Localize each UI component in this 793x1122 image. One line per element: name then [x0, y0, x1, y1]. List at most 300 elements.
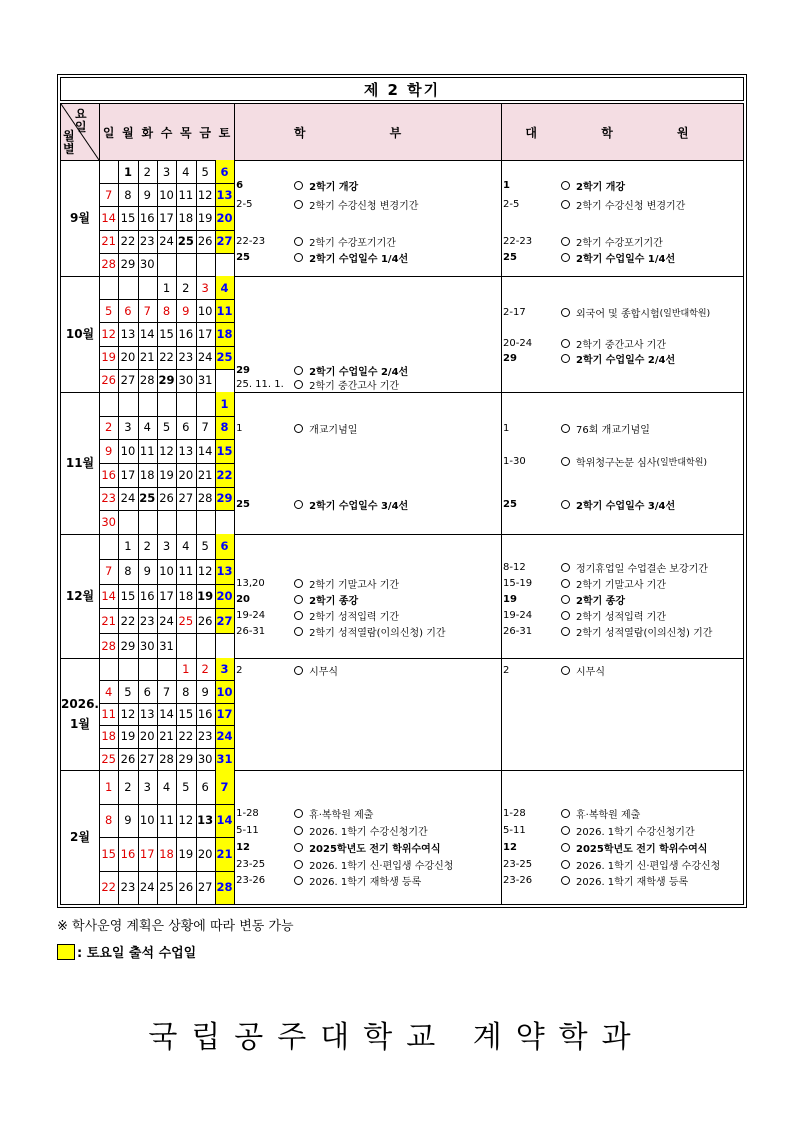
day-cell: 27 — [139, 751, 155, 766]
event-text: 외국어 및 종합시험 (일반대학원) — [561, 305, 710, 320]
bullet-circle-icon — [294, 237, 303, 246]
event-text: 2학기 기말고사 기간 — [561, 576, 666, 591]
grad-event — [503, 304, 711, 320]
bullet-circle-icon — [561, 308, 570, 317]
bullet-circle-icon — [561, 666, 570, 675]
day-cell: 28 — [197, 491, 213, 506]
grad-event — [503, 823, 695, 839]
day-cell: 1 — [162, 280, 171, 295]
day-column-line — [138, 770, 139, 904]
bullet-circle-icon — [561, 860, 570, 869]
event-date: 20-24 — [503, 338, 533, 350]
day-cell: 3 — [162, 539, 171, 554]
day-cell: 10 — [139, 813, 155, 828]
event-text: 2학기 수업일수 3/4선 — [561, 497, 675, 512]
day-column-line — [118, 160, 119, 276]
event-date: 1-28 — [503, 808, 526, 820]
weekday-header-4: 목 — [176, 104, 195, 160]
day-column-line — [138, 658, 139, 770]
grad-event — [503, 421, 650, 437]
day-cell: 7 — [104, 187, 113, 202]
day-cell — [157, 253, 176, 276]
grad-event — [503, 454, 707, 470]
event-text: 2학기 종강 — [294, 592, 358, 607]
day-cell: 9 — [143, 187, 151, 202]
event-text: 개교기념일 — [294, 421, 357, 436]
month-label: 11월 — [65, 456, 95, 470]
day-cell: 20 — [120, 350, 136, 365]
event-date: 8-12 — [503, 561, 526, 573]
day-cell: 3 — [124, 420, 132, 435]
day-cell: 22 — [178, 729, 194, 744]
day-cell: 16 — [139, 210, 155, 225]
day-cell: 23 — [139, 613, 155, 628]
event-text: 시무식 — [294, 663, 338, 678]
day-column-line — [215, 160, 216, 276]
day-cell: 21 — [159, 729, 174, 744]
day-cell — [215, 633, 234, 658]
day-column-line — [196, 392, 197, 534]
day-cell: 31 — [197, 373, 213, 388]
day-cell: 12 — [120, 706, 136, 721]
day-cell: 15 — [101, 846, 116, 861]
month-label: 2026. 1월 — [61, 697, 99, 731]
grad-event — [503, 497, 676, 513]
event-date: 13,20 — [236, 577, 265, 589]
day-cell: 28 — [139, 373, 155, 388]
day-cell: 12 — [178, 813, 194, 828]
day-column-line — [118, 392, 119, 534]
day-cell: 30 — [101, 515, 116, 530]
bullet-circle-icon — [294, 826, 303, 835]
bullet-circle-icon — [561, 339, 570, 348]
day-cell: 5 — [201, 539, 209, 554]
day-cell: 17 — [139, 846, 155, 861]
calendar-frame — [57, 74, 747, 908]
undergrad-event — [236, 806, 374, 822]
bullet-circle-icon — [294, 627, 303, 636]
day-column-line — [176, 658, 177, 770]
day-cell: 26 — [159, 491, 174, 506]
day-cell — [99, 160, 118, 183]
bullet-circle-icon — [561, 563, 570, 572]
day-cell: 10 — [215, 680, 234, 702]
event-date: 12 — [503, 841, 517, 853]
day-column-line — [157, 534, 158, 658]
day-cell: 15 — [178, 706, 194, 721]
day-cell: 16 — [197, 706, 213, 721]
day-cell: 14 — [101, 588, 116, 603]
day-cell: 21 — [101, 613, 116, 628]
grad-event — [503, 559, 708, 575]
day-cell: 19 — [178, 846, 194, 861]
bullet-circle-icon — [294, 666, 303, 675]
event-text: 2025학년도 전기 학위수여식 — [561, 840, 707, 855]
day-cell: 24 — [197, 350, 213, 365]
grad-event — [503, 250, 676, 266]
month-label: 2월 — [70, 830, 90, 844]
day-cell: 26 — [101, 373, 116, 388]
day-column-line — [157, 392, 158, 534]
day-cell: 3 — [143, 779, 151, 794]
event-date: 23-25 — [236, 858, 266, 870]
event-text: 2학기 수업일수 2/4선 — [294, 363, 408, 378]
event-text: 2026. 1학기 수강신청기간 — [561, 823, 695, 838]
day-cell — [196, 392, 215, 416]
grad-event — [503, 662, 605, 678]
day-cell: 21 — [101, 234, 116, 249]
day-column-line — [99, 392, 100, 534]
weekday-header-5: 금 — [196, 104, 215, 160]
bullet-circle-icon — [294, 579, 303, 588]
day-cell: 26 — [197, 234, 213, 249]
day-cell: 16 — [139, 588, 155, 603]
day-cell: 10 — [197, 303, 213, 318]
day-cell: 24 — [215, 725, 234, 747]
day-cell: 2 — [124, 779, 132, 794]
day-cell: 22 — [215, 463, 234, 487]
bullet-circle-icon — [561, 253, 570, 262]
day-cell: 10 — [120, 444, 136, 459]
day-cell: 29 — [215, 487, 234, 511]
day-cell: 16 — [101, 467, 116, 482]
day-column-line — [138, 276, 139, 392]
day-column-line — [215, 770, 216, 904]
day-cell: 14 — [197, 444, 213, 459]
day-cell: 2 — [104, 420, 113, 435]
day-cell: 8 — [182, 684, 190, 699]
day-cell: 5 — [182, 779, 190, 794]
day-cell: 15 — [159, 326, 174, 341]
saturday-swatch — [57, 944, 75, 960]
day-cell: 31 — [159, 638, 174, 653]
calendar-table — [60, 103, 744, 905]
day-cell — [118, 276, 137, 299]
day-cell: 23 — [197, 729, 213, 744]
bullet-circle-icon — [561, 809, 570, 818]
undergrad-event — [236, 421, 358, 437]
event-text: 2025학년도 전기 학위수여식 — [294, 840, 440, 855]
grad-event — [503, 591, 626, 607]
event-text: 시무식 — [561, 663, 605, 678]
day-cell: 16 — [120, 846, 136, 861]
day-column-line — [176, 160, 177, 276]
day-cell — [157, 392, 176, 416]
event-date: 19 — [503, 593, 517, 605]
day-cell: 14 — [101, 210, 116, 225]
day-cell: 13 — [215, 183, 234, 206]
event-date: 1 — [503, 423, 510, 435]
day-cell — [138, 276, 157, 299]
event-text: 2학기 기말고사 기간 — [294, 576, 399, 591]
day-cell: 24 — [159, 234, 174, 249]
bullet-circle-icon — [561, 457, 570, 466]
event-date: 25 — [503, 252, 517, 264]
day-cell: 27 — [120, 373, 136, 388]
undergrad-event — [236, 196, 419, 212]
day-column-line — [157, 658, 158, 770]
day-cell: 17 — [215, 703, 234, 725]
day-column-line — [118, 658, 119, 770]
day-cell: 23 — [139, 234, 155, 249]
day-cell: 10 — [159, 187, 174, 202]
day-cell — [196, 253, 215, 276]
bullet-circle-icon — [561, 595, 570, 604]
event-text: 2학기 성적열람(이의신청) 기간 — [561, 624, 712, 639]
day-column-line — [176, 534, 177, 658]
day-cell: 20 — [139, 729, 155, 744]
grad-event — [503, 856, 721, 872]
day-cell: 1 — [182, 662, 190, 677]
day-cell: 18 — [101, 729, 116, 744]
day-cell: 1 — [124, 539, 132, 554]
day-cell: 29 — [158, 373, 175, 388]
weekday-header-2: 화 — [138, 104, 157, 160]
grad-event — [503, 351, 676, 367]
day-cell: 18 — [139, 467, 155, 482]
day-cell — [118, 510, 137, 534]
bullet-circle-icon — [561, 826, 570, 835]
event-text: 2026. 1학기 수강신청기간 — [294, 823, 428, 838]
event-text: 2학기 성적입력 기간 — [561, 608, 666, 623]
event-text: 2학기 수업일수 2/4선 — [561, 351, 675, 366]
event-text: 2026. 1학기 재학생 등록 — [294, 873, 421, 888]
event-date: 25 — [236, 499, 251, 511]
day-cell: 1 — [215, 392, 234, 416]
day-cell: 4 — [104, 684, 113, 699]
day-cell — [99, 658, 118, 680]
event-text: 2학기 수업일수 1/4선 — [561, 250, 675, 265]
bullet-circle-icon — [294, 380, 303, 389]
day-cell — [99, 534, 118, 559]
day-cell: 22 — [120, 234, 136, 249]
bullet-circle-icon — [294, 500, 303, 509]
day-cell: 24 — [139, 880, 155, 895]
grad-event — [503, 234, 663, 250]
day-cell: 18 — [215, 322, 234, 345]
day-cell: 2 — [182, 280, 190, 295]
day-cell: 7 — [104, 564, 113, 579]
day-cell: 9 — [124, 813, 132, 828]
day-cell: 19 — [197, 588, 214, 603]
day-cell: 23 — [120, 880, 136, 895]
day-cell: 12 — [197, 187, 213, 202]
day-column-line — [157, 276, 158, 392]
day-cell: 6 — [182, 420, 190, 435]
day-cell: 7 — [143, 303, 151, 318]
day-cell: 20 — [215, 584, 234, 609]
day-column-line — [157, 160, 158, 276]
bullet-circle-icon — [294, 876, 303, 885]
day-cell: 11 — [159, 813, 174, 828]
day-cell: 11 — [178, 187, 194, 202]
day-cell — [196, 633, 215, 658]
day-column-line — [118, 770, 119, 904]
day-cell: 4 — [182, 539, 190, 554]
bullet-circle-icon — [561, 354, 570, 363]
grad-event — [503, 839, 708, 855]
day-cell: 14 — [215, 804, 234, 838]
event-date: 25 — [236, 252, 251, 264]
day-cell: 28 — [101, 638, 116, 653]
day-cell: 30 — [178, 373, 194, 388]
bullet-circle-icon — [561, 500, 570, 509]
bullet-circle-icon — [561, 843, 570, 852]
undergrad-event — [236, 591, 359, 607]
day-column-line — [176, 276, 177, 392]
event-text: 2학기 수강신청 변경기간 — [561, 197, 685, 212]
day-cell: 15 — [215, 439, 234, 463]
day-cell: 26 — [197, 613, 213, 628]
event-date: 12 — [236, 841, 251, 853]
day-cell: 17 — [197, 326, 213, 341]
event-date: 25 — [503, 499, 517, 511]
month-label: 10월 — [65, 327, 95, 341]
day-cell: 17 — [159, 588, 174, 603]
day-column-line — [196, 658, 197, 770]
undergrad-event — [236, 575, 400, 591]
day-cell: 20 — [178, 467, 194, 482]
event-date: 29 — [236, 364, 251, 376]
day-cell: 18 — [178, 588, 194, 603]
day-cell: 11 — [215, 299, 234, 322]
day-cell — [215, 253, 234, 276]
day-column-line — [215, 392, 216, 534]
bullet-circle-icon — [294, 809, 303, 818]
day-cell: 27 — [215, 230, 234, 253]
day-cell: 20 — [215, 206, 234, 229]
bullet-circle-icon — [294, 843, 303, 852]
day-cell: 9 — [201, 684, 209, 699]
day-cell: 28 — [159, 751, 174, 766]
day-cell: 5 — [162, 420, 171, 435]
bullet-circle-icon — [561, 876, 570, 885]
day-cell: 5 — [201, 164, 209, 179]
undergrad-event — [236, 376, 400, 392]
day-cell: 4 — [143, 420, 151, 435]
event-date: 5-11 — [236, 825, 259, 837]
weekday-header-1: 월 — [118, 104, 137, 160]
day-cell: 3 — [215, 658, 234, 680]
day-cell: 13 — [197, 813, 214, 828]
day-cell: 17 — [120, 467, 136, 482]
day-cell: 13 — [139, 706, 155, 721]
event-text: 2학기 수업일수 3/4선 — [294, 497, 408, 512]
event-text: 2026. 1학기 신·편입생 수강신청 — [561, 857, 720, 872]
day-column-line — [176, 392, 177, 534]
day-cell: 9 — [143, 564, 151, 579]
day-column-line — [118, 534, 119, 658]
event-date: 23-26 — [503, 875, 533, 887]
day-cell: 24 — [120, 491, 136, 506]
day-cell — [157, 658, 176, 680]
day-column-line — [196, 160, 197, 276]
bullet-circle-icon — [294, 424, 303, 433]
day-cell: 14 — [139, 326, 155, 341]
day-cell: 13 — [215, 559, 234, 584]
event-date: 2-17 — [503, 306, 526, 318]
legend-text: : 토요일 출석 수업일 — [77, 946, 197, 961]
day-column-line — [138, 534, 139, 658]
event-date: 19-24 — [236, 609, 266, 621]
day-column-line — [157, 770, 158, 904]
day-cell: 24 — [159, 613, 174, 628]
bullet-circle-icon — [561, 424, 570, 433]
bullet-circle-icon — [561, 611, 570, 620]
day-cell — [138, 392, 157, 416]
bullet-circle-icon — [294, 611, 303, 620]
day-column-line — [176, 770, 177, 904]
day-cell: 19 — [101, 350, 116, 365]
event-date: 2-5 — [503, 198, 520, 210]
day-cell: 26 — [120, 751, 136, 766]
undergrad-event — [236, 234, 396, 250]
day-cell: 2 — [143, 164, 151, 179]
day-column-line — [99, 160, 100, 276]
undergrad-event — [236, 662, 339, 678]
day-cell: 27 — [178, 491, 194, 506]
grad-event — [503, 196, 686, 212]
grad-event — [503, 178, 626, 194]
day-cell — [138, 658, 157, 680]
day-cell: 19 — [159, 467, 174, 482]
day-cell: 31 — [215, 748, 234, 770]
day-cell: 20 — [197, 846, 213, 861]
day-cell — [176, 510, 195, 534]
day-cell: 8 — [104, 813, 113, 828]
bullet-circle-icon — [294, 366, 303, 375]
day-cell: 27 — [197, 880, 213, 895]
day-cell: 1 — [104, 779, 113, 794]
day-cell — [196, 510, 215, 534]
event-date: 6 — [236, 180, 244, 192]
day-cell: 5 — [104, 303, 113, 318]
day-cell: 16 — [178, 326, 194, 341]
day-cell — [176, 253, 195, 276]
event-text: 2학기 중간고사 기간 — [294, 377, 399, 392]
event-date: 20 — [236, 593, 251, 605]
bullet-circle-icon — [294, 595, 303, 604]
day-cell: 28 — [101, 257, 116, 272]
event-text: 휴·복학원 제출 — [561, 806, 640, 821]
day-cell: 6 — [215, 534, 234, 559]
day-cell: 12 — [101, 326, 116, 341]
undergrad-header: 학 부 — [234, 104, 501, 160]
bullet-circle-icon — [561, 181, 570, 190]
day-column-line — [196, 276, 197, 392]
grad-event — [503, 806, 641, 822]
day-cell: 19 — [120, 729, 136, 744]
undergrad-event — [236, 823, 428, 839]
day-cell: 21 — [139, 350, 155, 365]
day-cell: 29 — [120, 638, 136, 653]
day-column-line — [215, 276, 216, 392]
event-text: 2학기 수강신청 변경기간 — [294, 197, 418, 212]
event-text: 정기휴업일 수업결손 보강기간 — [561, 560, 708, 575]
event-text: 2학기 성적입력 기간 — [294, 608, 399, 623]
grad-event — [503, 607, 666, 623]
day-cell: 4 — [215, 276, 234, 299]
undergrad-event — [236, 873, 422, 889]
day-cell: 6 — [124, 303, 132, 318]
day-column-line — [215, 658, 216, 770]
day-cell — [99, 276, 118, 299]
day-cell: 19 — [197, 210, 213, 225]
col-line — [99, 104, 100, 160]
day-cell: 18 — [178, 210, 194, 225]
day-cell: 25 — [215, 346, 234, 369]
day-cell: 13 — [120, 326, 136, 341]
